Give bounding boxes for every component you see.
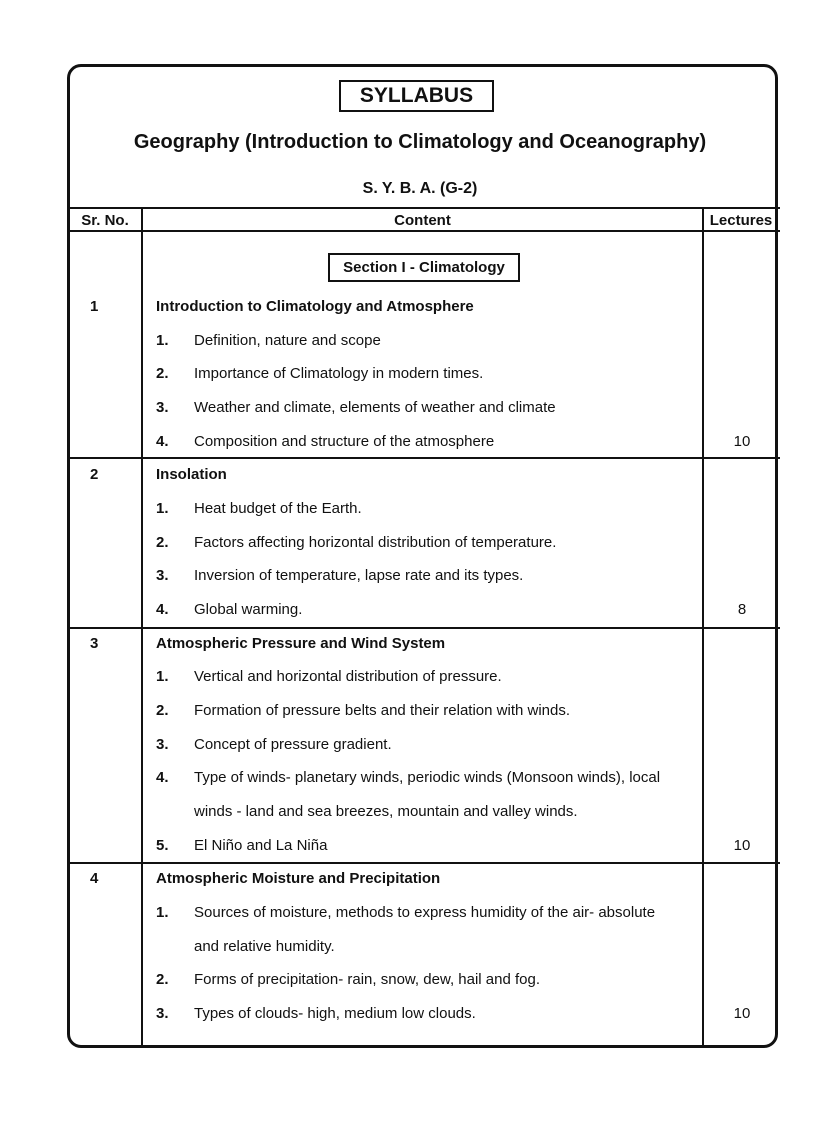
- item-text: Type of winds- planetary winds, periodic winds (Monsoon winds), local: [194, 769, 661, 786]
- header-top-rule: [69, 207, 780, 209]
- unit-number: 1: [90, 298, 99, 315]
- unit-number: 2: [90, 466, 99, 483]
- course-code: S. Y. B. A. (G-2): [362, 180, 478, 197]
- item-number: 1.: [156, 332, 169, 349]
- lecture-count: 10: [733, 837, 751, 854]
- unit-title: Insolation: [156, 466, 227, 483]
- column-divider: [141, 207, 143, 1048]
- item-text: Global warming.: [194, 601, 303, 618]
- item-text: Heat budget of the Earth.: [194, 500, 362, 517]
- item-text: Inversion of temperature, lapse rate and its types.: [194, 567, 524, 584]
- syllabus-badge: SYLLABUS: [339, 80, 494, 112]
- lecture-count: 10: [733, 433, 751, 450]
- item-text: Types of clouds- high, medium low clouds.: [194, 1005, 476, 1022]
- header-bottom-rule: [69, 230, 780, 232]
- item-text-continued: winds - land and sea breezes, mountain and valley winds.: [194, 803, 578, 820]
- item-number: 3.: [156, 567, 169, 584]
- item-number: 1.: [156, 668, 169, 685]
- item-number: 4.: [156, 769, 169, 786]
- item-text: Definition, nature and scope: [194, 332, 381, 349]
- row-divider: [69, 627, 780, 629]
- item-text: Formation of pressure belts and their relation with winds.: [194, 702, 571, 719]
- item-text: Composition and structure of the atmosphere: [194, 433, 495, 450]
- column-divider: [702, 207, 704, 1048]
- unit-number: 4: [90, 870, 99, 887]
- unit-title: Introduction to Climatology and Atmosphere: [156, 298, 474, 315]
- item-text: Factors affecting horizontal distribution of temperature.: [194, 534, 557, 551]
- item-text: Vertical and horizontal distribution of pressure.: [194, 668, 502, 685]
- unit-title: Atmospheric Moisture and Precipitation: [156, 870, 441, 887]
- lecture-count: 10: [733, 1005, 751, 1022]
- item-number: 2.: [156, 971, 169, 988]
- item-number: 3.: [156, 1005, 169, 1022]
- row-divider: [69, 862, 780, 864]
- item-text: Forms of precipitation- rain, snow, dew, hail and fog.: [194, 971, 541, 988]
- unit-title: Atmospheric Pressure and Wind System: [156, 635, 446, 652]
- item-text-continued: and relative humidity.: [194, 938, 335, 955]
- item-number: 3.: [156, 736, 169, 753]
- item-number: 1.: [156, 904, 169, 921]
- page-title: Geography (Introduction to Climatology and Oceanography): [133, 131, 707, 153]
- item-number: 5.: [156, 837, 169, 854]
- row-divider: [69, 457, 780, 459]
- column-header-lectures: Lectures: [709, 212, 773, 229]
- item-number: 3.: [156, 399, 169, 416]
- item-text: Importance of Climatology in modern times.: [194, 365, 484, 382]
- item-number: 1.: [156, 500, 169, 517]
- item-number: 2.: [156, 534, 169, 551]
- item-text: Sources of moisture, methods to express humidity of the air- absolute: [194, 904, 656, 921]
- item-number: 2.: [156, 702, 169, 719]
- item-text: Concept of pressure gradient.: [194, 736, 392, 753]
- section-title: Section I - Climatology: [328, 253, 520, 282]
- item-number: 4.: [156, 433, 169, 450]
- lecture-count: 8: [737, 601, 747, 618]
- item-text: El Niño and La Niña: [194, 837, 328, 854]
- unit-number: 3: [90, 635, 99, 652]
- item-text: Weather and climate, elements of weather and climate: [194, 399, 556, 416]
- item-number: 2.: [156, 365, 169, 382]
- column-header-content: Content: [394, 212, 451, 229]
- item-number: 4.: [156, 601, 169, 618]
- column-header-sr: Sr. No.: [81, 212, 129, 229]
